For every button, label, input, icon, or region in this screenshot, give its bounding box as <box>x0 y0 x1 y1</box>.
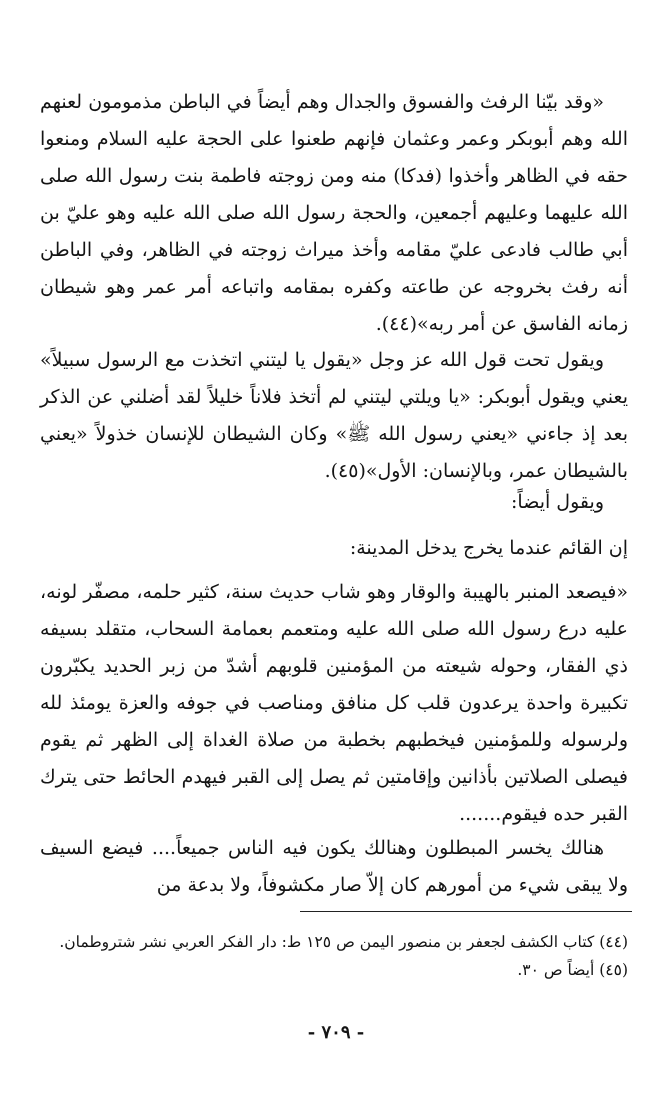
body-paragraph-5: «فيصعد المنبر بالهيبة والوقار وهو شاب حديث سنة، كثير حلمه، مصفّر لونه، عليه درع رسول الله صلى الله عليه ومتعمم بعمامة السحاب، متقلد بسيفه ذي الفقار، وحوله شيعته من المؤمنين قلوبهم أشدّ من زبر الحديد يكبّرون تكبيرة واحدة يرعدون قلب كل منافق ومناصب في جوفه والعزة يومئذ لله ولرسوله وللمؤمنين فيخطبهم بخطبة من صلاة الغداة إلى الظهر ثم يقوم فيصلى الصلاتين بأذانين وإقامتين ثم يصل إلى القبر فيهدم الحائط حتى يترك القبر حده فيقوم....... <box>40 581 628 825</box>
body-paragraph-3: ويقول أيضاً: <box>511 491 604 513</box>
body-paragraph-1: «وقد بيّنا الرفث والفسوق والجدال وهم أيضاً في الباطن مذمومون لعنهم الله وهم أبوبكر وعمر وعثمان فإنهم طعنوا على الحجة عليه السلام ومنعوا حقه في الظاهر وأخذوا (فدكا) منه ومن زوجته فاطمة بنت رسول الله صلى الله عليهما وعليهم أجمعين، والحجة رسول الله صلى الله عليه وهو عليّ بن أبي طالب فادعى عليّ مقامه وأخذ ميراث زوجته في الظاهر، وفي الباطن أنه رفث بخروجه عن طاعته وكفره بمقامه واتباعه أمر عمر وهو شيطان زمانه الفاسق عن أمر ربه»(٤٤). <box>40 91 628 335</box>
footnotes <box>40 928 628 984</box>
page-number: - ٧٠٩ - <box>307 1022 365 1043</box>
footnote-45: (٤٥) أيضاً ص ٣٠. <box>517 961 628 979</box>
body-paragraph-4: إن القائم عندما يخرج يدخل المدينة: <box>349 537 628 559</box>
footnote-44: (٤٤) كتاب الكشف لجعفر بن منصور اليمن ص ١٢٥ ط: دار الفكر العربي نشر شتروطمان. <box>59 933 628 951</box>
footnote-separator <box>300 911 632 912</box>
body-paragraph-6: هنالك يخسر المبطلون وهنالك يكون فيه الناس جميعاً.... فيضع السيف ولا يبقى شيء من أمورهم كان إلاّ صار مكشوفاً، ولا بدعة من <box>40 837 628 896</box>
body-paragraph-2: ويقول تحت قول الله عز وجل «يقول يا ليتني اتخذت مع الرسول سبيلاً» يعني ويقول أبوبكر: «يا ويلتي ليتني لم أتخذ فلاناً خليلاً لقد أضلني عن الذكر بعد إذ جاءني «يعني رسول الله ﷺ» وكان الشيطان للإنسان خذولاً «يعني بالشيطان عمر، وبالإنسان: الأول»(٤٥). <box>40 349 628 482</box>
